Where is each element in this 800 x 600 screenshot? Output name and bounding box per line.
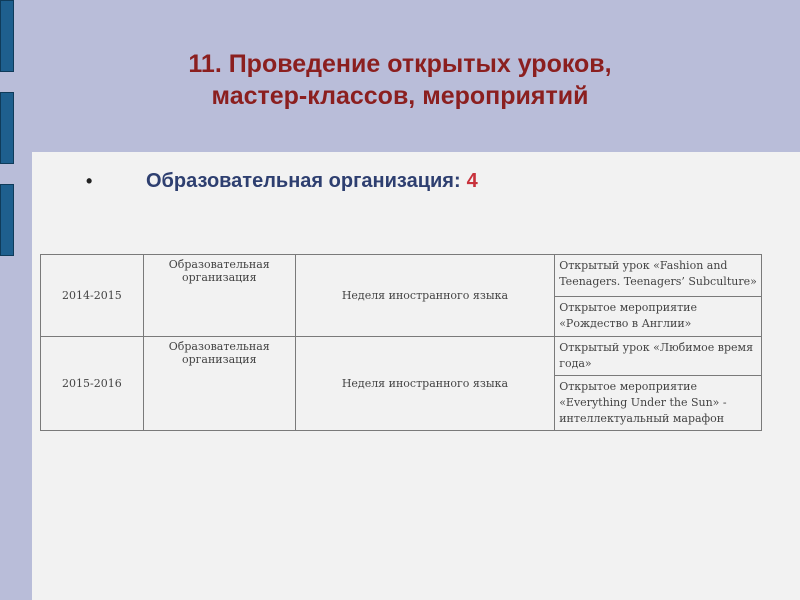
table-row bbox=[41, 337, 762, 376]
year-cell: 2015-2016 bbox=[41, 337, 144, 431]
week-cell: Неделя иностранного языка bbox=[295, 337, 555, 431]
event-cell: Открытый урок «Fashion and Teenagers. Teenagers’ Subculture» bbox=[555, 255, 762, 297]
event-cell: Открытый урок «Любимое время года» bbox=[555, 337, 762, 376]
slide-title-line-2: мастер-классов, мероприятий bbox=[211, 82, 589, 110]
decorative-bar-bottom bbox=[0, 184, 14, 256]
week-cell: Неделя иностранного языка bbox=[295, 255, 555, 337]
event-cell: Открытое мероприятие «Рождество в Англии» bbox=[555, 297, 762, 337]
events-table bbox=[40, 254, 762, 431]
slide-title-line-1: 11. Проведение открытых уроков, bbox=[188, 50, 612, 78]
slide-title bbox=[40, 48, 760, 112]
org-number: 4 bbox=[466, 170, 478, 192]
org-cell: Образовательная организация bbox=[143, 255, 295, 337]
org-bullet-line bbox=[80, 170, 478, 193]
org-label: Образовательная организация: bbox=[146, 170, 461, 192]
event-cell: Открытое мероприятие «Everything Under the Sun» - интеллектуальный марафон bbox=[555, 376, 762, 431]
decorative-bar-top bbox=[0, 0, 14, 72]
bullet-icon: • bbox=[86, 171, 93, 191]
year-cell: 2014-2015 bbox=[41, 255, 144, 337]
decorative-bar-middle bbox=[0, 92, 14, 164]
org-cell: Образовательная организация bbox=[143, 337, 295, 431]
table-row bbox=[41, 255, 762, 297]
